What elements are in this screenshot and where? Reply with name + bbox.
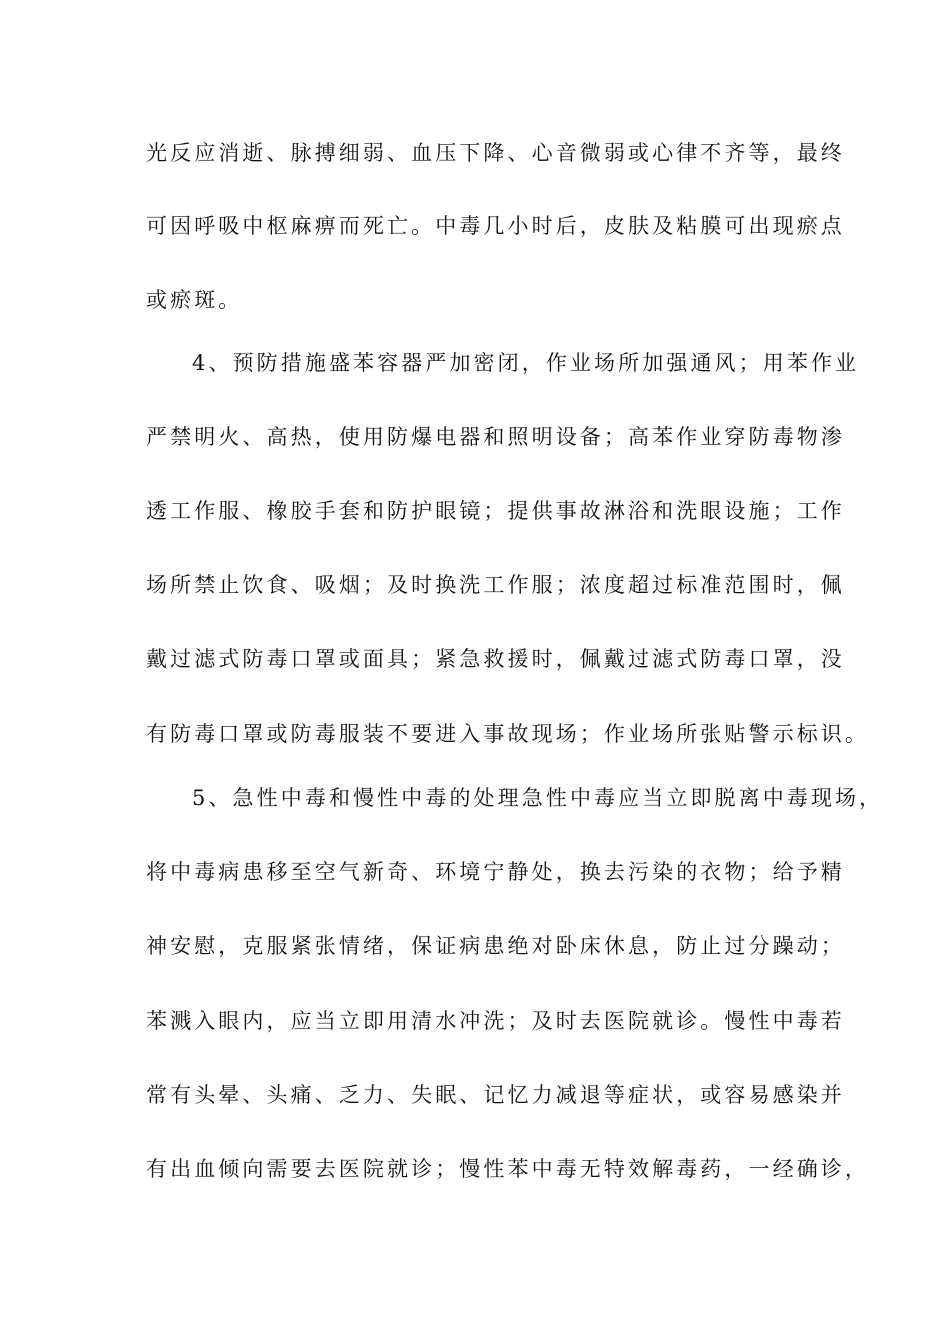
text-line: 戴过滤式防毒口罩或面具；紧急救援时，佩戴过滤式防毒口罩，没 <box>146 647 845 671</box>
text-line: 有防毒口罩或防毒服装不要进入事故现场；作业场所张贴警示标识。 <box>146 722 869 746</box>
text-line: 严禁明火、高热，使用防爆电器和照明设备；高苯作业穿防毒物渗 <box>146 425 845 449</box>
text-line: 场所禁止饮食、吸烟；及时换洗工作服；浓度超过标准范围时，佩 <box>146 573 845 597</box>
paragraph-5-first-line: 5、急性中毒和慢性中毒的处理急性中毒应当立即脱离中毒现场， <box>192 786 884 810</box>
text-line: 透工作服、橡胶手套和防护眼镜；提供事故淋浴和洗眼设施；工作 <box>146 499 845 523</box>
text-line: 神安慰，克服紧张情绪，保证病患绝对卧床休息，防止过分躁动； <box>146 934 845 958</box>
text-line: 可因呼吸中枢麻痹而死亡。中毒几小时后，皮肤及粘膜可出现瘀点 <box>146 214 845 238</box>
text-line: 将中毒病患移至空气新奇、环境宁静处，换去污染的衣物；给予精 <box>146 860 845 884</box>
text-line: 光反应消逝、脉搏细弱、血压下降、心音微弱或心律不齐等，最终 <box>146 141 845 165</box>
paragraph-4-first-line: 4、预防措施盛苯容器严加密闭，作业场所加强通风；用苯作业 <box>192 351 860 375</box>
text-line: 常有头晕、头痛、乏力、失眠、记忆力减退等症状，或容易感染并 <box>146 1083 845 1107</box>
text-line: 有出血倾向需要去医院就诊；慢性苯中毒无特效解毒药，一经确诊， <box>146 1157 869 1181</box>
text-line: 或瘀斑。 <box>146 288 243 312</box>
text-line: 苯溅入眼内，应当立即用清水冲洗；及时去医院就诊。慢性中毒若 <box>146 1009 845 1033</box>
